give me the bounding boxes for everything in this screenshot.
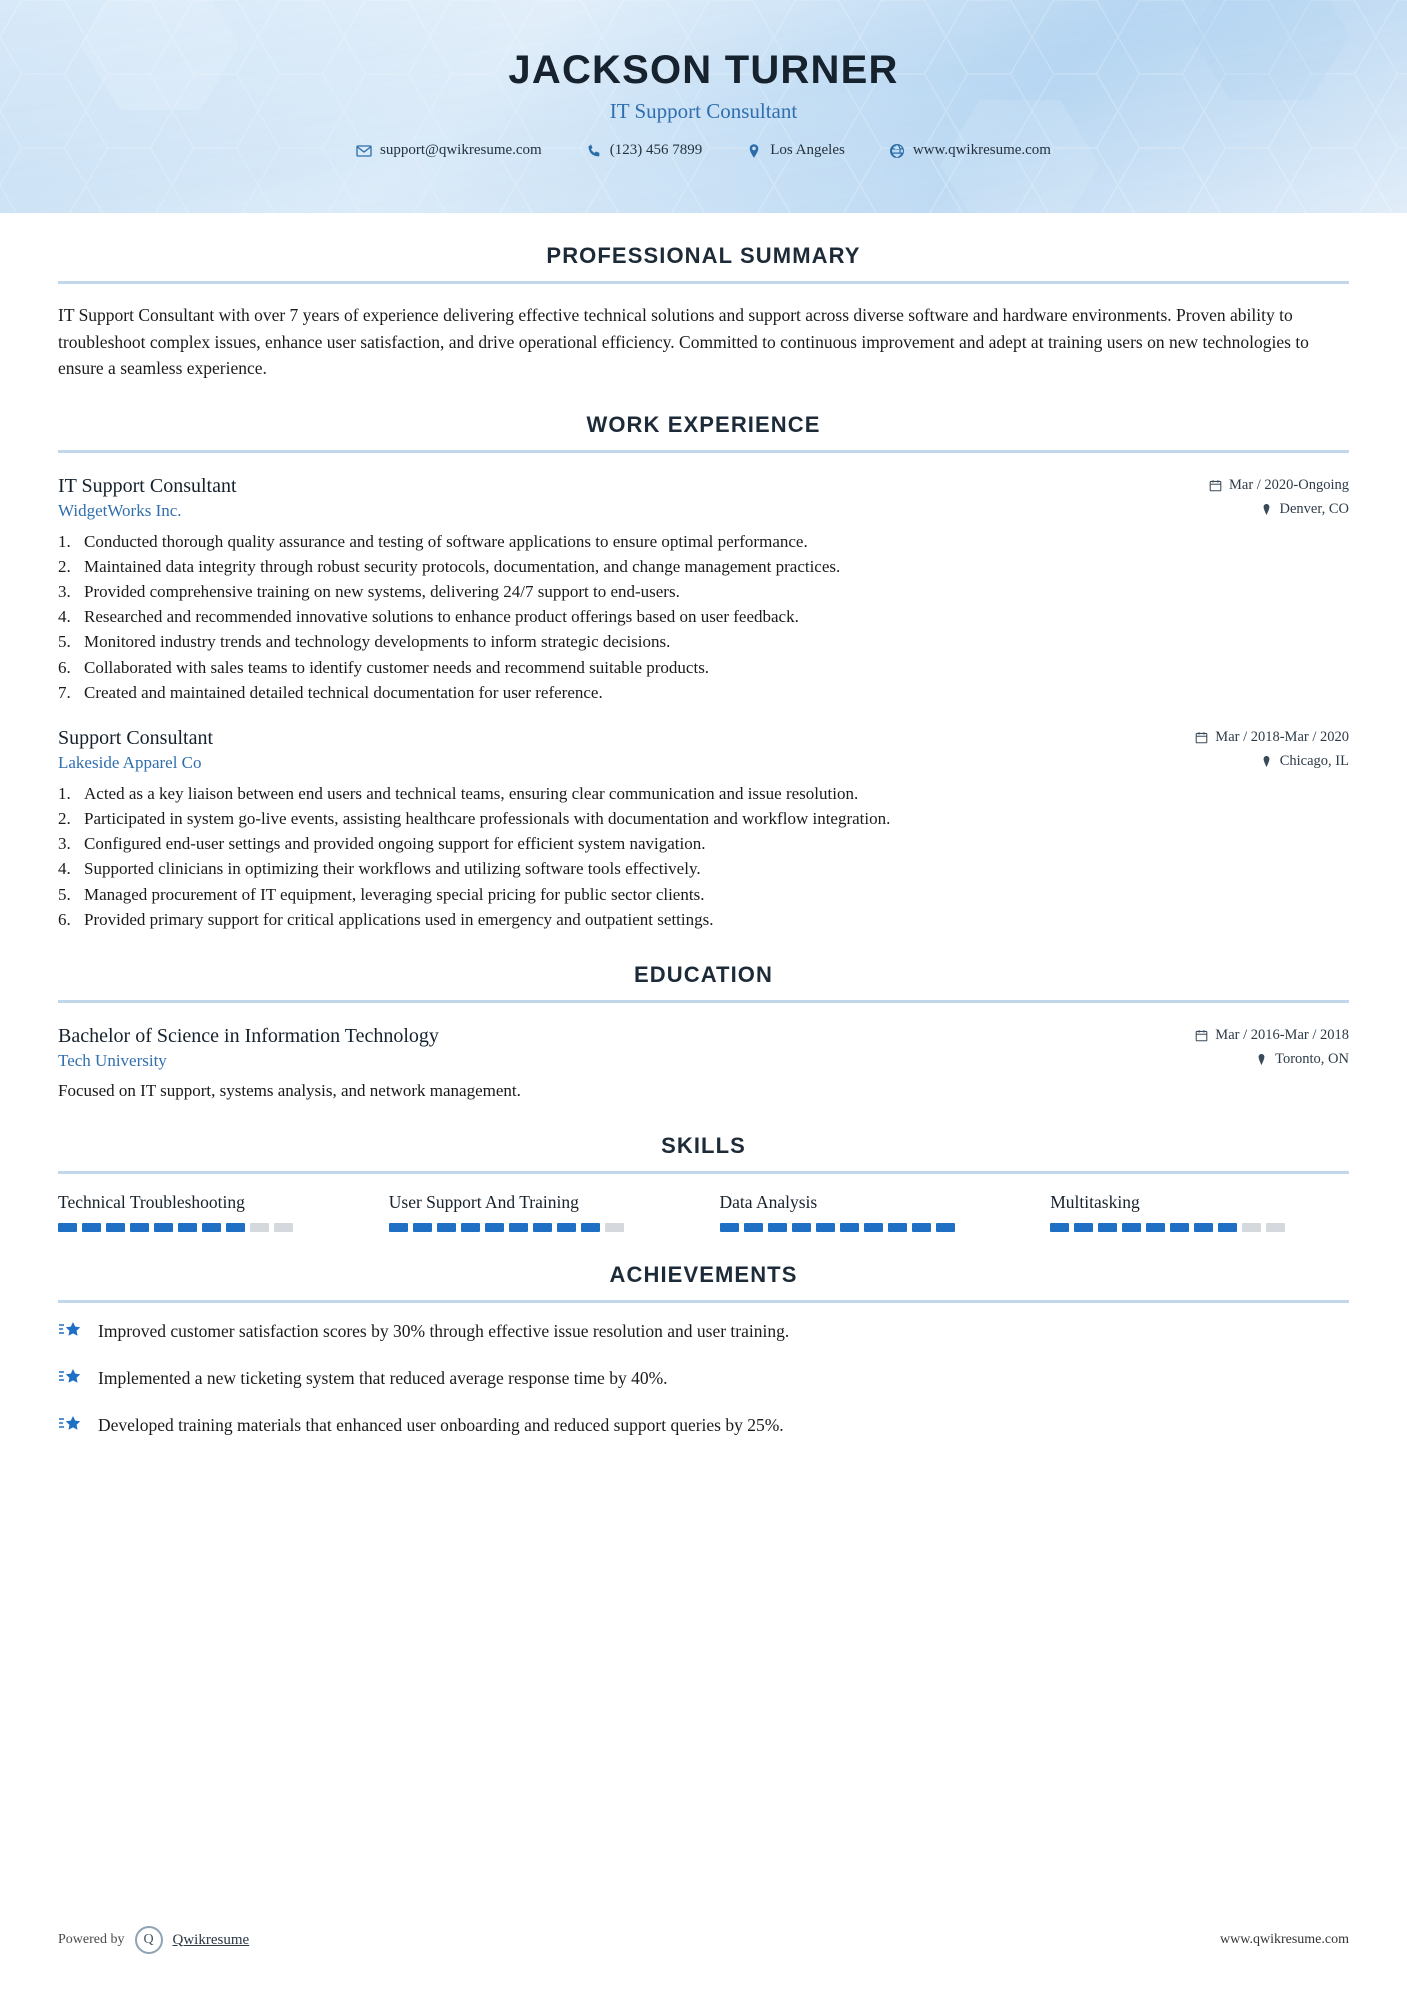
list-item: 1. Acted as a key liaison between end users and technical teams, ensuring clear communication and issue resolution. xyxy=(58,781,1349,806)
contact-phone[interactable] xyxy=(564,142,725,159)
section-achievements xyxy=(58,1262,1349,1438)
bullet-text: Supported clinicians in optimizing their workflows and utilizing software tools effectively. xyxy=(84,859,701,879)
bullet-text: Participated in system go-live events, assisting healthcare professionals with documentation and workflow integration. xyxy=(84,809,891,829)
experience-dates-text: Mar / 2018-Mar / 2020 xyxy=(1215,728,1349,745)
experience-bullets xyxy=(58,781,1349,932)
experience-entry xyxy=(58,727,1349,932)
skill-rating-bar xyxy=(58,1223,357,1232)
education-location xyxy=(1255,1051,1349,1068)
star-badge-icon xyxy=(58,1320,84,1344)
qwikresume-logo-icon: Q xyxy=(135,1926,163,1954)
list-item: 4. Supported clinicians in optimizing their workflows and utilizing software tools effectively. xyxy=(58,856,1349,881)
skill-item xyxy=(58,1192,357,1232)
experience-role: IT Support Consultant xyxy=(58,474,237,497)
powered-by-label: Powered by xyxy=(58,1932,125,1947)
contact-email[interactable] xyxy=(334,142,564,159)
skill-label: Multitasking xyxy=(1050,1192,1140,1213)
list-item: 3. Provided comprehensive training on new systems, delivering 24/7 support to end-users. xyxy=(58,579,1349,604)
experience-location-text: Denver, CO xyxy=(1279,500,1349,517)
experience-dates xyxy=(1195,729,1349,746)
bullet-text: Managed procurement of IT equipment, leveraging special pricing for public sector clients. xyxy=(84,884,705,904)
section-heading-education: EDUCATION xyxy=(633,961,774,987)
contact-website[interactable] xyxy=(867,142,1073,159)
star-badge-icon xyxy=(58,1414,84,1438)
experience-location-text: Chicago, IL xyxy=(1279,752,1349,769)
education-degree: Bachelor of Science in Information Technology xyxy=(58,1024,439,1047)
skill-label: User Support And Training xyxy=(388,1192,579,1213)
qwikresume-link[interactable]: Qwikresume xyxy=(172,1931,250,1948)
skill-item xyxy=(389,1192,688,1232)
education-dates xyxy=(1195,1027,1349,1044)
calendar-icon xyxy=(1209,479,1222,492)
list-item: 3. Configured end-user settings and provided ongoing support for efficient system navigation. xyxy=(58,831,1349,856)
map-pin-icon xyxy=(1260,755,1273,768)
section-skills xyxy=(58,1133,1349,1232)
section-heading-skills: SKILLS xyxy=(661,1133,746,1159)
experience-dates-text: Mar / 2020-Ongoing xyxy=(1228,476,1349,493)
list-item: 2. Participated in system go-live events, assisting healthcare professionals with documentation and workflow integration. xyxy=(58,806,1349,831)
list-item: 6. Provided primary support for critical applications used in emergency and outpatient settings. xyxy=(58,907,1349,932)
skill-item xyxy=(720,1192,1019,1232)
envelope-icon xyxy=(356,143,372,159)
education-entry xyxy=(58,1025,1349,1104)
section-work-experience xyxy=(58,412,1349,932)
summary-text: IT Support Consultant with over 7 years of experience delivering effective technical solutions and support across diverse software and hardware environments. Proven ability to troubleshoot complex issues, enhance user satisfaction, and drive operational efficiency. Committed to continuous improvement and adept at training users on new technologies to ensure a seamless experience. xyxy=(58,305,1309,379)
achievement-text: Improved customer satisfaction scores by 30% through effective issue resolution and user training. xyxy=(98,1321,790,1342)
page-title: JACKSON TURNER xyxy=(508,48,899,92)
footer-branding xyxy=(58,1926,249,1954)
resume-content xyxy=(0,243,1407,1438)
section-divider xyxy=(58,281,1349,284)
contact-email-text: support@qwikresume.com xyxy=(380,142,542,158)
achievement-item xyxy=(58,1319,1349,1344)
achievement-item xyxy=(58,1366,1349,1391)
contact-website-text: www.qwikresume.com xyxy=(912,142,1051,158)
education-school: Tech University xyxy=(58,1050,167,1070)
skills-grid xyxy=(58,1192,1349,1232)
bullet-text: Monitored industry trends and technology developments to inform strategic decisions. xyxy=(84,632,671,652)
bullet-text: Provided primary support for critical applications used in emergency and outpatient settings. xyxy=(84,909,714,929)
bullet-text: Researched and recommended innovative solutions to enhance product offerings based on user feedback. xyxy=(84,607,799,627)
education-description: Focused on IT support, systems analysis, and network management. xyxy=(58,1080,521,1100)
list-item: 2. Maintained data integrity through robust security protocols, documentation, and change management practices. xyxy=(58,554,1349,579)
contact-phone-text: (123) 456 7899 xyxy=(609,142,703,158)
resume-header xyxy=(0,0,1407,213)
bullet-text: Configured end-user settings and provided ongoing support for efficient system navigation. xyxy=(84,834,706,854)
education-dates-text: Mar / 2016-Mar / 2018 xyxy=(1215,1026,1349,1043)
experience-role: Support Consultant xyxy=(58,726,214,749)
bullet-text: Maintained data integrity through robust security protocols, documentation, and change management practices. xyxy=(84,556,841,576)
bullet-text: Provided comprehensive training on new systems, delivering 24/7 support to end-users. xyxy=(84,582,680,602)
globe-icon xyxy=(889,143,905,159)
section-heading-achievements: ACHIEVEMENTS xyxy=(609,1262,798,1288)
contact-location[interactable] xyxy=(724,142,867,159)
contact-row xyxy=(0,142,1407,159)
education-location-text: Toronto, ON xyxy=(1275,1050,1349,1067)
experience-dates xyxy=(1209,477,1349,494)
experience-bullets xyxy=(58,529,1349,705)
list-item: 1. Conducted thorough quality assurance and testing of software applications to ensure optimal performance. xyxy=(58,529,1349,554)
bullet-text: Acted as a key liaison between end users and technical teams, ensuring clear communication and issue resolution. xyxy=(84,783,859,803)
list-item: 6. Collaborated with sales teams to identify customer needs and recommend suitable products. xyxy=(58,655,1349,680)
resume-footer xyxy=(58,1926,1349,1954)
calendar-icon xyxy=(1195,1029,1208,1042)
skill-label: Technical Troubleshooting xyxy=(58,1192,245,1213)
section-divider xyxy=(58,1300,1349,1303)
list-item: 7. Created and maintained detailed technical documentation for user reference. xyxy=(58,680,1349,705)
map-pin-icon xyxy=(1260,503,1273,516)
achievement-text: Implemented a new ticketing system that reduced average response time by 40%. xyxy=(98,1368,668,1389)
skill-item xyxy=(1050,1192,1349,1232)
section-education xyxy=(58,962,1349,1104)
list-item: 4. Researched and recommended innovative solutions to enhance product offerings based on user feedback. xyxy=(58,604,1349,629)
section-divider xyxy=(58,1000,1349,1003)
bullet-text: Conducted thorough quality assurance and testing of software applications to ensure optimal performance. xyxy=(84,531,808,551)
achievement-text: Developed training materials that enhanced user onboarding and reduced support queries by 25%. xyxy=(98,1415,784,1436)
calendar-icon xyxy=(1195,731,1208,744)
skill-label: Data Analysis xyxy=(719,1192,818,1213)
list-item: 5. Managed procurement of IT equipment, leveraging special pricing for public sector clients. xyxy=(58,882,1349,907)
bullet-text: Created and maintained detailed technical documentation for user reference. xyxy=(84,682,603,702)
phone-icon xyxy=(586,143,602,159)
section-heading-summary: PROFESSIONAL SUMMARY xyxy=(546,243,861,268)
achievement-item xyxy=(58,1413,1349,1438)
section-divider xyxy=(58,1171,1349,1174)
experience-entry xyxy=(58,475,1349,705)
footer-website[interactable]: www.qwikresume.com xyxy=(1220,1932,1349,1947)
skill-rating-bar xyxy=(720,1223,1019,1232)
section-divider xyxy=(58,450,1349,453)
experience-location xyxy=(1260,753,1349,770)
job-title: IT Support Consultant xyxy=(609,99,798,123)
section-professional-summary xyxy=(58,243,1349,382)
section-heading-experience: WORK EXPERIENCE xyxy=(586,411,821,437)
experience-company: WidgetWorks Inc. xyxy=(58,500,182,520)
experience-location xyxy=(1260,501,1349,518)
contact-location-text: Los Angeles xyxy=(770,142,845,158)
map-pin-icon xyxy=(746,143,762,159)
experience-company: Lakeside Apparel Co xyxy=(58,752,202,772)
map-pin-icon xyxy=(1255,1053,1268,1066)
achievements-list xyxy=(58,1319,1349,1438)
skill-rating-bar xyxy=(389,1223,688,1232)
star-badge-icon xyxy=(58,1367,84,1391)
list-item: 5. Monitored industry trends and technology developments to inform strategic decisions. xyxy=(58,629,1349,654)
skill-rating-bar xyxy=(1050,1223,1349,1232)
bullet-text: Collaborated with sales teams to identify customer needs and recommend suitable products. xyxy=(84,657,710,677)
